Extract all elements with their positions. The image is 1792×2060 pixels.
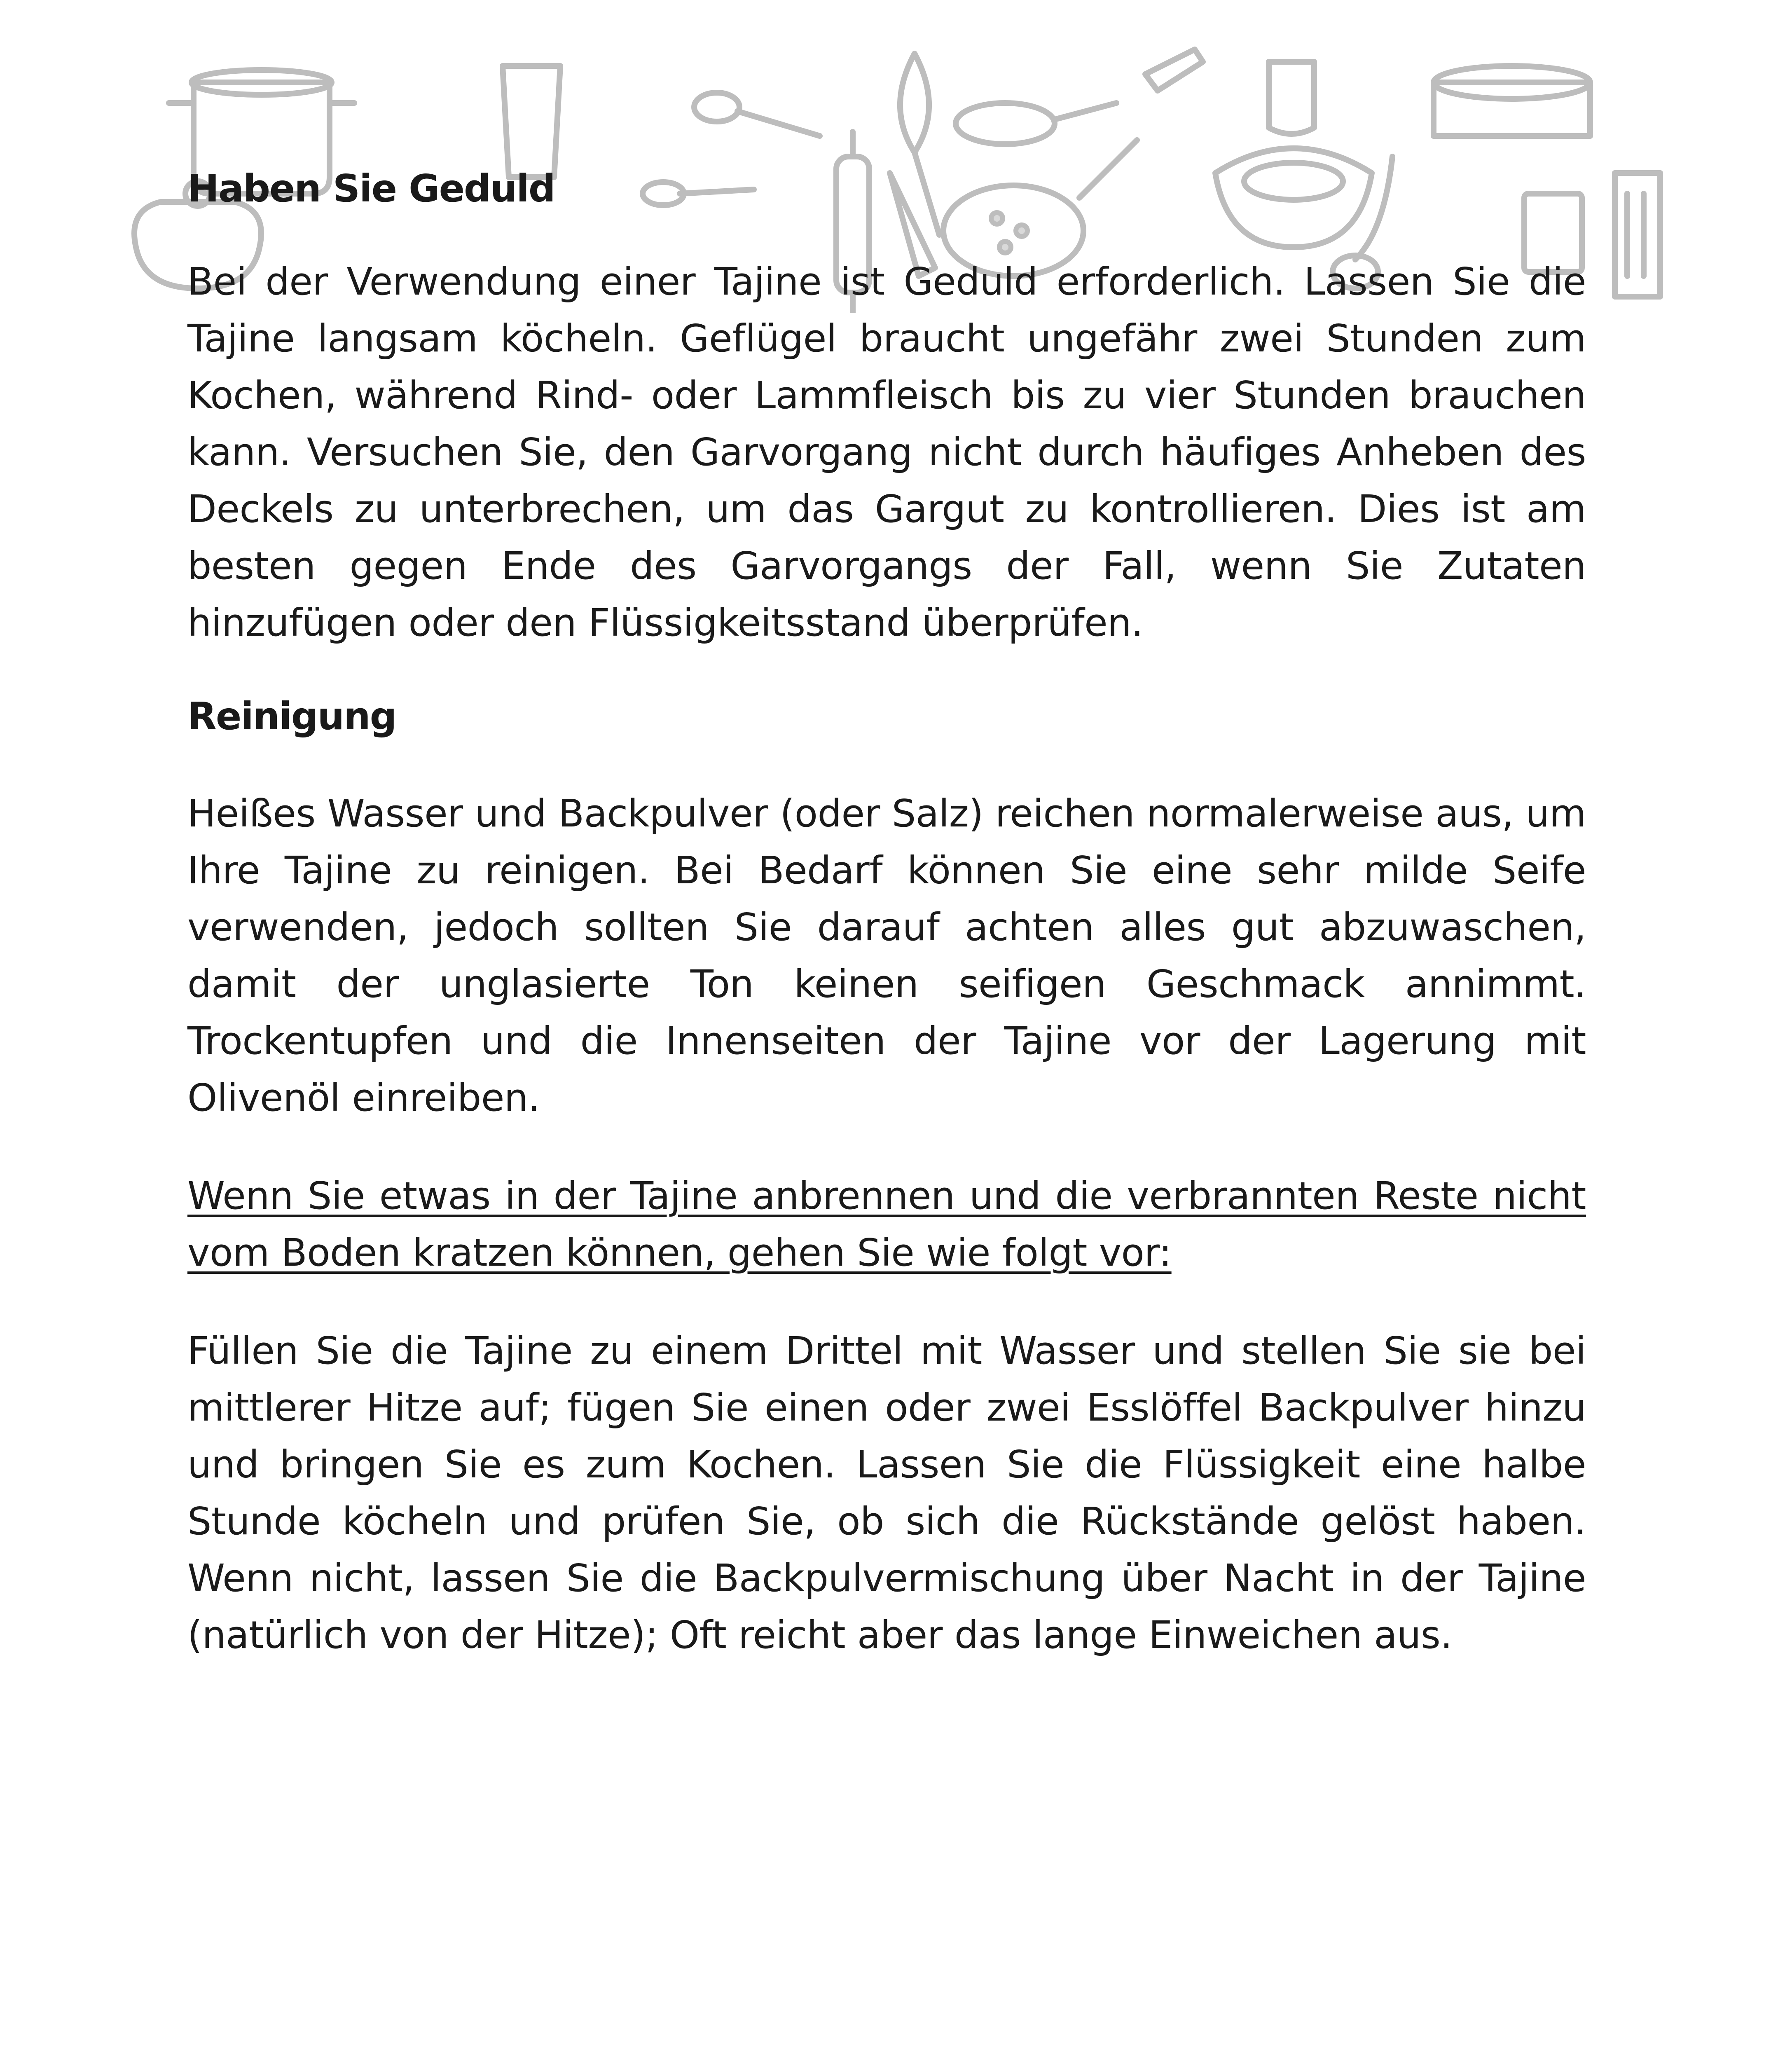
jug-icon — [1269, 62, 1314, 134]
section-heading-geduld: Haben Sie Geduld — [187, 166, 555, 211]
document-body — [187, 165, 1586, 1664]
paragraph-geduld: Bei der Verwendung einer Tajine ist Geduld erforderlich. Lassen Sie die Tajine langsam köcheln. Geflügel braucht ungefähr zwei Stunden zum Kochen, während Rind- oder Lammfleisch bis zu vier Stunden brauchen kann. Versuchen Sie, den Garvorgang nicht durch häufiges Anheben des Deckels zu unterbrechen, um das Gargut zu kontrollieren. Dies ist am besten gegen Ende des Garvorgangs der Fall, wenn Sie Zutaten hinzufügen oder den Flüssigkeitsstand überprüfen. — [187, 260, 1586, 645]
underlined-note-text: Wenn Sie etwas in der Tajine anbrennen und die verbrannten Reste nicht vom Boden kratzen können, gehen Sie wie folgt vor: — [187, 1174, 1586, 1275]
underlined-note — [187, 1168, 1586, 1281]
paragraph-instructions: Füllen Sie die Tajine zu einem Drittel mit Wasser und stellen Sie sie bei mittlerer Hitze auf; fügen Sie einen oder zwei Esslöffel Backpulver hinzu und bringen Sie es zum Kochen. Lassen Sie die Flüssigkeit eine halbe Stunde köcheln und prüfen Sie, ob sich die Rückstände gelöst haben. Wenn nicht, lassen Sie die Backpulvermischung über Nacht in der Tajine (natürlich von der Hitze); Oft reicht aber das lange Einweichen aus. — [187, 1329, 1586, 1657]
spoon-icon — [694, 93, 820, 136]
paragraph-reinigung: Heißes Wasser und Backpulver (oder Salz) reichen normalerweise aus, um Ihre Tajine zu reinigen. Bei Bedarf können Sie eine sehr milde Seife verwenden, jedoch sollten Sie darauf achten alles gut abzuwaschen, damit der unglasierte Ton keinen seifigen Geschmack annimmt. Trockentupfen und die Innenseiten der Tajine vor der Lagerung mit Olivenöl einreiben. — [187, 791, 1586, 1120]
glass-icon — [503, 66, 560, 177]
pan-icon — [956, 103, 1116, 144]
knife-icon — [1145, 49, 1203, 91]
grater-icon — [1615, 173, 1660, 297]
cake-tin-icon — [1434, 66, 1590, 136]
section-heading-reinigung: Reinigung — [187, 694, 396, 738]
